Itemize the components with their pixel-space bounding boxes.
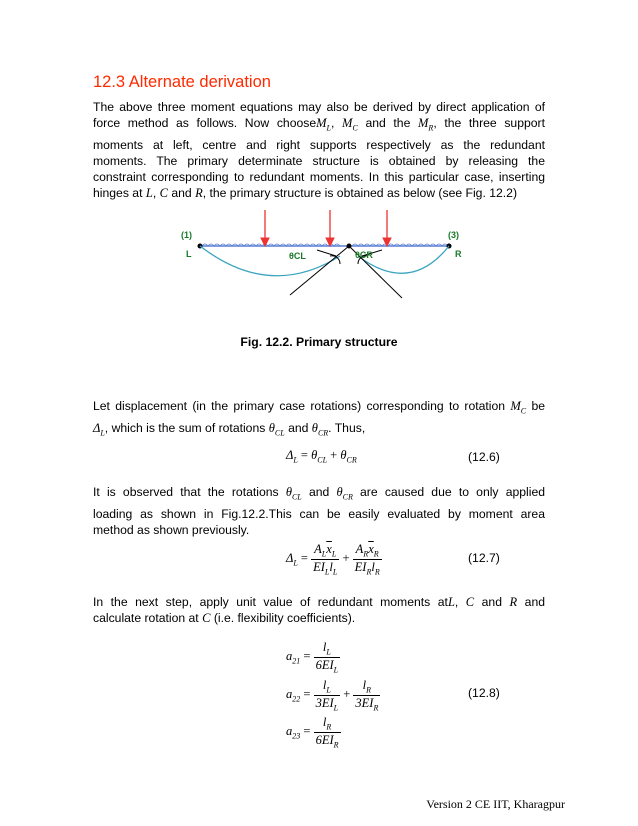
frac-right: $\frac{A_R\overline{x}_R}{EI_Rl_R}$ — [354, 542, 380, 576]
equation-a23: $a_{23}$ = $\frac{l_R}{6EI_R}$ — [286, 715, 339, 749]
unit-moment-paragraph — [93, 594, 545, 626]
equation-number-12-6: (12.6) — [468, 450, 500, 464]
para3-line1: It is observed that the rotations $\theta_{CL}$ and $\theta_{CR}$ are caused due to only applied — [93, 485, 546, 502]
para1-line2: force method as follows. Now chooseM$_L$, $M_C$ and the $M_R$, the three support — [93, 116, 545, 133]
para4-line2: calculate rotation at C (i.e. flexibility coefficients). — [93, 611, 356, 625]
figure-caption: Fig. 12.2. Primary structure — [240, 335, 398, 349]
left-support-label: L — [186, 249, 192, 259]
para1-line1: The above three moment equations may also be derived by direct application of — [93, 100, 545, 114]
para1-line6: hinges at L, C and R, the primary structure is obtained as below (see Fig. 12.2) — [93, 185, 518, 200]
equation-12-7: $\Delta_L$ = $\frac{A_L\overline{x}_L}{EI_Ll_L}$ + $\frac{A_R\overline{x}_R}{EI_Rl_R}$ — [286, 542, 380, 576]
intro-paragraph — [93, 99, 545, 201]
para3-line2: loading as shown in Fig.12.2.This can be easily evaluated by moment area — [93, 506, 545, 521]
para2-line2: $\Delta_L$, which is the sum of rotations $\theta_{CL}$ and $\theta_{CR}$. Thus, — [93, 420, 366, 437]
right-support-label: R — [455, 249, 462, 259]
equation-12-6: $\Delta_L = \theta_{CL} + \theta_{CR}$ — [286, 448, 357, 465]
equation-a21: $a_{21}$ = $\frac{l_L}{6EI_L}$ — [286, 640, 339, 674]
right-support-number: (3) — [448, 230, 459, 240]
para4-line1: In the next step, apply unit value of redundant moments atL, C and R and — [93, 595, 546, 609]
para2-line1: Let displacement (in the primary case rotations) corresponding to rotation $M_C$ be — [93, 399, 545, 416]
theta-cr-label: θCR — [355, 250, 373, 260]
para1-line3: moments at left, centre and right supports respectively as the redundant — [93, 137, 545, 152]
applied-loads — [261, 210, 391, 246]
displacement-paragraph — [93, 398, 545, 441]
para1-line4: moments. The primary determinate structure is obtained by releasing the — [93, 153, 545, 168]
frac-left: $\frac{A_L\overline{x}_L}{EI_Ll_L}$ — [313, 542, 338, 576]
para3-line3: method as shown previously. — [93, 522, 250, 537]
equation-number-12-8: (12.8) — [468, 686, 500, 700]
equation-number-12-7: (12.7) — [468, 551, 500, 565]
equation-a22: $a_{22}$ = $\frac{l_L}{3EI_L}$ + $\frac{l_R}{3EI_R}$ — [286, 678, 379, 712]
primary-structure-figure — [0, 210, 638, 330]
section-heading: 12.3 Alternate derivation — [93, 73, 271, 91]
page-footer: Version 2 CE IIT, Kharagpur — [426, 797, 565, 811]
observation-paragraph — [93, 484, 545, 538]
left-support-number: (1) — [181, 230, 192, 240]
para1-line5: constraint corresponding to redundant moments. In this particular case, inserting — [93, 169, 545, 184]
theta-cl-label: θCL — [289, 251, 306, 261]
